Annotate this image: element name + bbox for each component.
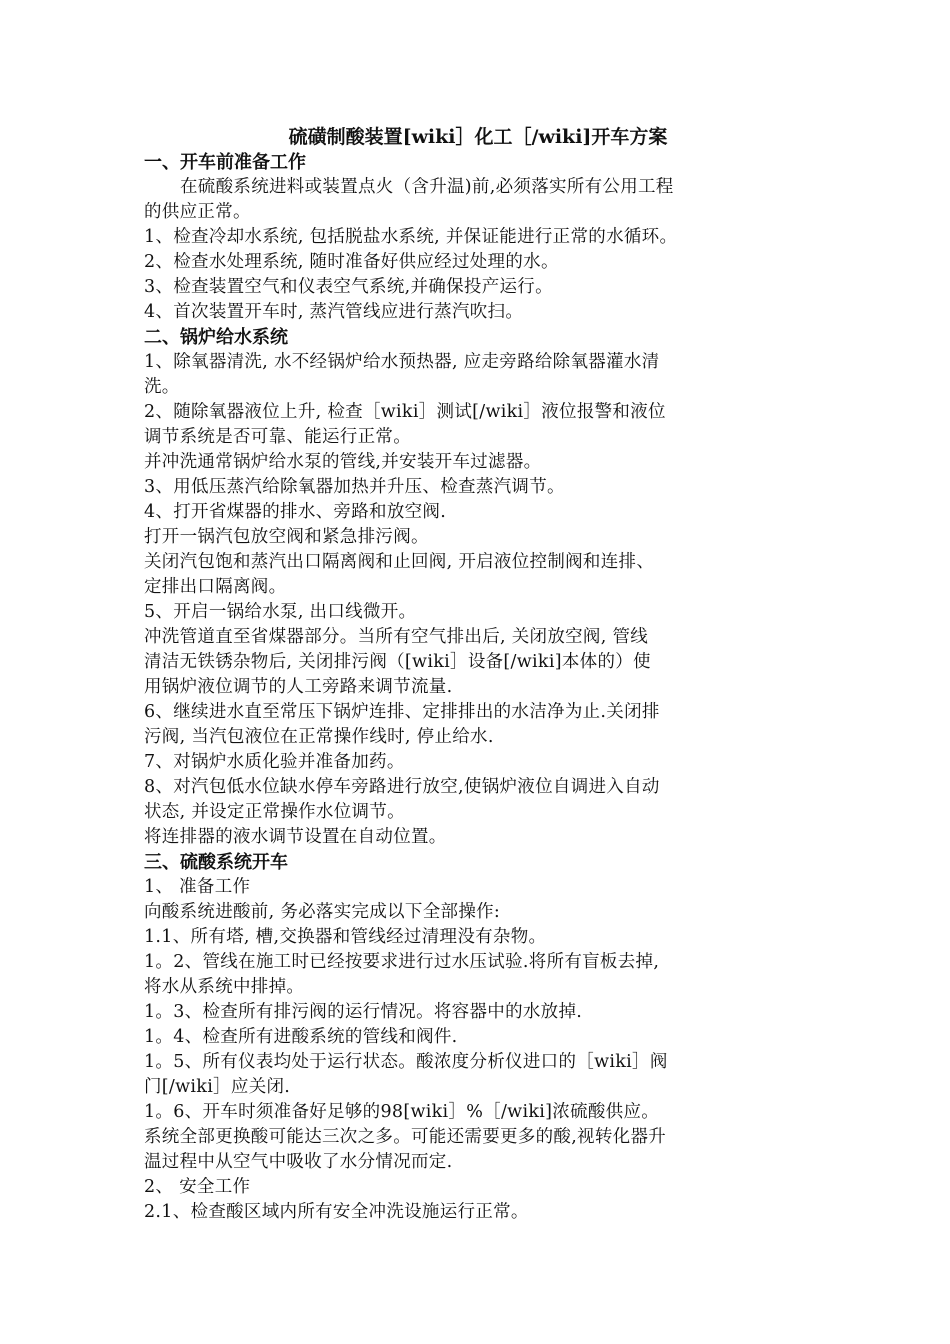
text-line: 系统全部更换酸可能达三次之多。可能还需要更多的酸,视转化器升	[144, 1127, 667, 1147]
text-line: 在硫酸系统进料或装置点火（含升温)前,必须落实所有公用工程	[180, 177, 674, 197]
text-line: 定排出口隔离阀。	[144, 577, 287, 597]
paragraph	[144, 900, 812, 925]
text-line: 6、继续进水直至常压下锅炉连排、定排排出的水洁净为止.关闭排	[144, 702, 660, 722]
section-heading-1: 一、开车前准备工作	[144, 152, 306, 173]
paragraph	[144, 1100, 812, 1125]
paragraph	[144, 600, 812, 625]
paragraph	[144, 750, 812, 775]
paragraph	[144, 700, 812, 750]
text-line: 2、随除氧器液位上升, 检查［wiki］测试[/wiki］液位报警和液位	[144, 402, 666, 422]
text-line: 3、用低压蒸汽给除氧器加热并升压、检查蒸汽调节。	[144, 477, 565, 497]
paragraph	[144, 1050, 812, 1100]
paragraph	[144, 925, 812, 950]
text-line: 4、打开省煤器的排水、旁路和放空阀.	[144, 502, 447, 522]
text-line: 1。6、开车时须准备好足够的98[wiki］%［/wiki]浓硫酸供应。	[144, 1102, 660, 1122]
text-line: 将连排器的液水调节设置在自动位置。	[144, 827, 447, 847]
text-line: 向酸系统进酸前, 务必落实完成以下全部操作:	[144, 902, 501, 922]
text-line: 打开一锅汽包放空阀和紧急排污阀。	[144, 527, 429, 547]
text-line: 的供应正常。	[144, 202, 251, 222]
paragraph	[144, 500, 812, 525]
text-line: 1。4、检查所有进酸系统的管线和阀件.	[144, 1027, 458, 1047]
text-line: 1。2、管线在施工时已经按要求进行过水压试验.将所有盲板去掉,	[144, 952, 660, 972]
text-line: 将水从系统中排掉。	[144, 977, 305, 997]
paragraph	[144, 250, 812, 275]
paragraph	[144, 950, 812, 1000]
paragraph	[144, 475, 812, 500]
paragraph	[144, 350, 812, 400]
paragraph	[144, 775, 812, 825]
paragraph	[144, 1025, 812, 1050]
text-line: 关闭汽包饱和蒸汽出口隔离阀和止回阀, 开启液位控制阀和连排、	[144, 552, 655, 572]
text-line: 1、除氧器清洗, 水不经锅炉给水预热器, 应走旁路给除氧器灌水清	[144, 352, 660, 372]
paragraph	[144, 400, 812, 450]
section-heading-2: 二、锅炉给水系统	[144, 327, 288, 348]
text-line: 3、检查装置空气和仪表空气系统,并确保投产运行。	[144, 277, 553, 297]
text-line: 调节系统是否可靠、能运行正常。	[144, 427, 411, 447]
text-line: 清洁无铁锈杂物后, 关闭排污阀（[wiki］设备[/wiki]本体的）使	[144, 652, 651, 672]
text-line: 1。3、检查所有排污阀的运行情况。将容器中的水放掉.	[144, 1002, 583, 1022]
paragraph	[144, 1200, 812, 1225]
section-heading-3: 三、硫酸系统开车	[144, 852, 288, 873]
text-line: 污阀, 当汽包液位在正常操作线时, 停止给水.	[144, 727, 494, 747]
text-line: 1、检查冷却水系统, 包括脱盐水系统, 并保证能进行正常的水循环。	[144, 227, 678, 247]
text-line: 1。5、所有仪表均处于运行状态。酸浓度分析仪进口的［wiki］阀	[144, 1052, 668, 1072]
paragraph	[144, 525, 812, 550]
paragraph	[144, 225, 812, 250]
paragraph	[144, 875, 812, 900]
text-line: 并冲洗通常锅炉给水泵的管线,并安装开车过滤器。	[144, 452, 542, 472]
text-line: 5、开启一锅给水泵, 出口线微开。	[144, 602, 417, 622]
text-line: 1.1、所有塔, 槽,交换器和管线经过清理没有杂物。	[144, 927, 547, 947]
paragraph	[144, 1175, 812, 1200]
section1-intro	[144, 175, 812, 225]
text-line: 2.1、检查酸区域内所有安全冲洗设施运行正常。	[144, 1202, 529, 1222]
text-line: 1、 准备工作	[144, 877, 251, 897]
paragraph	[144, 1000, 812, 1025]
text-line: 洗。	[144, 377, 180, 397]
text-line: 门[/wiki］应关闭.	[144, 1077, 291, 1097]
text-line: 状态, 并设定正常操作水位调节。	[144, 802, 405, 822]
text-line: 4、首次装置开车时, 蒸汽管线应进行蒸汽吹扫。	[144, 302, 524, 322]
text-line: 冲洗管道直至省煤器部分。当所有空气排出后, 关闭放空阀, 管线	[144, 627, 649, 647]
paragraph	[144, 300, 812, 325]
document-body	[144, 124, 812, 1225]
text-line: 2、 安全工作	[144, 1177, 251, 1197]
text-line: 2、检查水处理系统, 随时准备好供应经过处理的水。	[144, 252, 559, 272]
paragraph	[144, 1125, 812, 1175]
text-line: 7、对锅炉水质化验并准备加药。	[144, 752, 405, 772]
text-line: 用锅炉液位调节的人工旁路来调节流量.	[144, 677, 453, 697]
paragraph	[144, 625, 812, 700]
paragraph	[144, 550, 812, 600]
paragraph	[144, 825, 812, 850]
paragraph	[144, 450, 812, 475]
text-line: 8、对汽包低水位缺水停车旁路进行放空,使锅炉液位自调进入自动	[144, 777, 660, 797]
paragraph	[144, 275, 812, 300]
document-title: 硫磺制酸装置[wiki］化工［/wiki]开车方案	[288, 126, 668, 148]
text-line: 温过程中从空气中吸收了水分情况而定.	[144, 1152, 453, 1172]
